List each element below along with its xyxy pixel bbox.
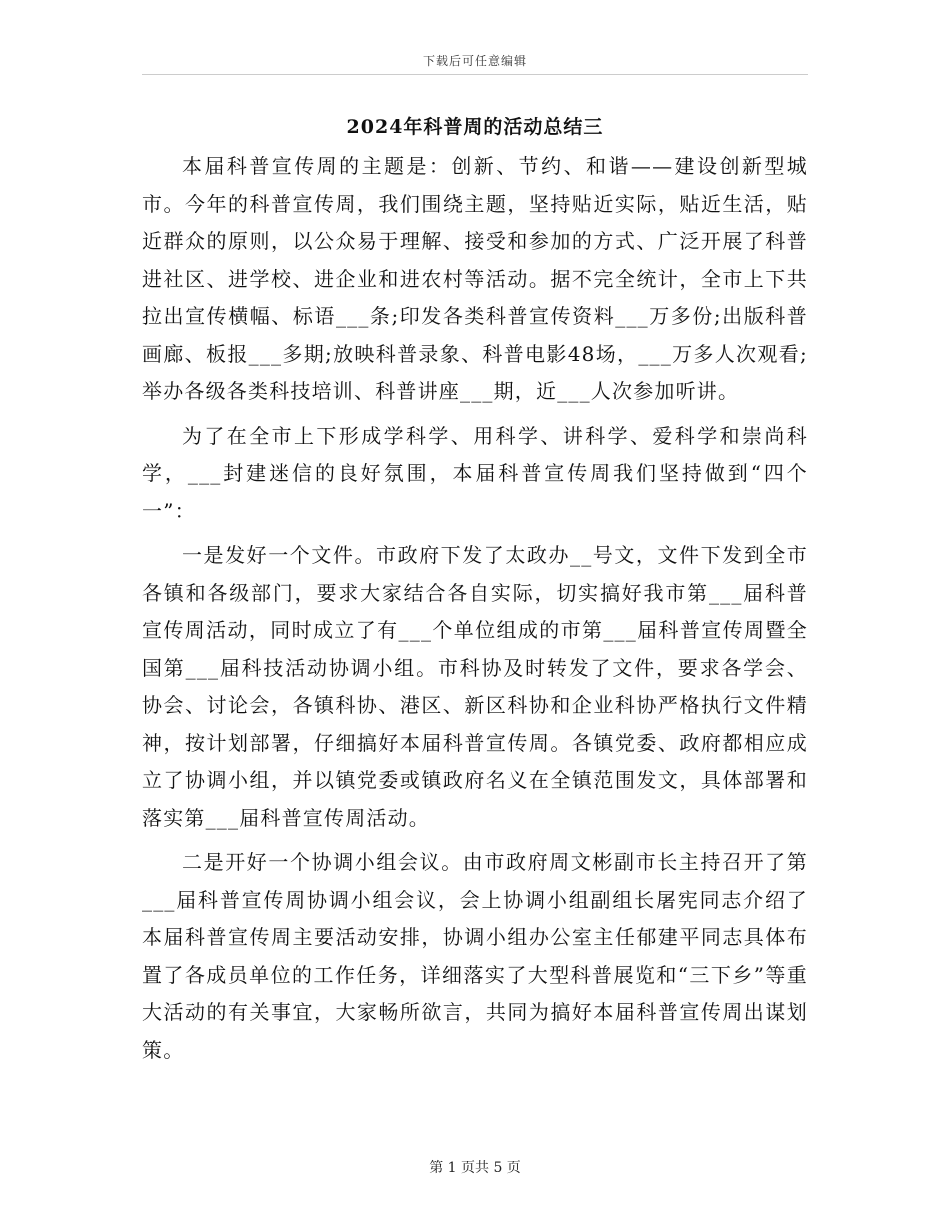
header-divider: [142, 74, 808, 75]
paragraph-meeting: 二是开好一个协调小组会议。由市政府周文彬副市长主持召开了第___届科普宣传周协调小组会议，会上协调小组副组长屠宪同志介绍了本届科普宣传周主要活动安排，协调小组办公室主任郁建平同志具体布置了各成员单位的工作任务，详细落实了大型科普展览和“三下乡”等重大活动的有关事宜，大家畅所欲言，共同为搞好本届科普宣传周出谋划策。: [142, 850, 808, 1062]
page-number: 第 1 页共 5 页: [429, 1160, 521, 1176]
paragraph-four-ones: 为了在全市上下形成学科学、用科学、讲科学、爱科学和崇尚科学，___封建迷信的良好氛围，本届科普宣传周我们坚持做到“四个一”：: [142, 423, 808, 523]
paragraph-theme: 本届科普宣传周的主题是：创新、节约、和谐——建设创新型城市。今年的科普宣传周，我们围绕主题，坚持贴近实际，贴近生活，贴近群众的原则，以公众易于理解、接受和参加的方式、广泛开展了科普进社区、进学校、进企业和进农村等活动。据不完全统计，全市上下共拉出宣传横幅、标语___条;印发各类科普宣传资料___万多份;出版科普画廊、板报___多期;放映科普录象、科普电影48场，___万多人次观看;举办各级各类科技培训、科普讲座___期，近___人次参加听讲。: [142, 154, 808, 403]
document-title: 2024年科普周的活动总结三: [346, 116, 604, 138]
document-body: [142, 148, 808, 1076]
paragraph-document: 一是发好一个文件。市政府下发了太政办__号文，文件下发到全市各镇和各级部门，要求大家结合各自实际，切实搞好我市第___届科普宣传周活动，同时成立了有___个单位组成的市第___届科普宣传周暨全国第___届科技活动协调小组。市科协及时转发了文件，要求各学会、协会、讨论会，各镇科协、港区、新区科协和企业科协严格执行文件精神，按计划部署，仔细搞好本届科普宣传周。各镇党委、政府都相应成立了协调小组，并以镇党委或镇政府名义在全镇范围发文，具体部署和落实第___届科普宣传周活动。: [142, 543, 808, 830]
header-note: 下载后可任意编辑: [422, 54, 527, 68]
